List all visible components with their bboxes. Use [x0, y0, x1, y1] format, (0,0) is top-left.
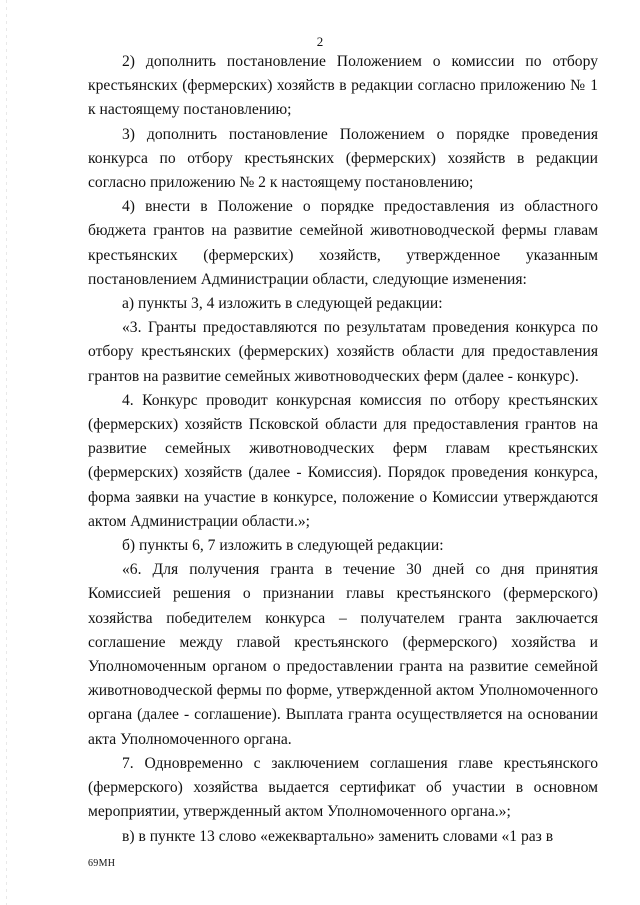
paragraph-item-4: 4) внести в Положение о порядке предоставления из областного бюджета грантов на развитие семейной животноводческой фермы главам крестьянских (фермерских) хозяйств, утвержденное указанным постановлением Администрации области, следующие изменения:	[88, 198, 598, 288]
paragraph-subitem-b: б) пункты 6, 7 изложить в следующей редакции:	[122, 537, 444, 555]
paragraph-point-3: «3. Гранты предоставляются по результатам проведения конкурса по отбору крестьянских (фермерских) хозяйств области для предоставления грантов на развитие семейных животноводческих ферм (далее - конкурс).	[88, 319, 598, 385]
paragraph-item-3: 3) дополнить постановление Положением о порядке проведения конкурса по отбору крестьянских (фермерских) хозяйств в редакции согласно приложению № 2 к настоящему постановлению;	[88, 125, 598, 192]
paragraph-point-4: 4. Конкурс проводит конкурсная комиссия по отбору крестьянских (фермерских) хозяйств Псковской области для предоставления грантов на развитие семейных животноводческих ферм главам крестьянских (фермерских) хозяйств (далее - Комиссия). Порядок проведения конкурса, форма заявки на участие в конкурсе, положение о Комиссии утверждаются актом Администрации области.»;	[88, 391, 598, 530]
scan-edge-artifact	[6, 0, 7, 905]
paragraph-subitem-v: в) в пункте 13 слово «ежеквартально» заменить словами «1 раз в	[122, 827, 554, 845]
page-number: 2	[316, 34, 324, 49]
paragraph-point-7: 7. Одновременно с заключением соглашения главе крестьянского (фермерского) хозяйства выдается сертификат об участии в основном мероприятии, утвержденный актом Уполномоченного органа.»;	[88, 754, 598, 821]
paragraph-item-2: 2) дополнить постановление Положением о комиссии по отбору крестьянских (фермерских) хозяйств в редакции согласно приложению № 1 к настоящему постановлению;	[88, 53, 598, 119]
paragraph-point-6: «6. Для получения гранта в течение 30 дней со дня принятия Комиссией решения о признании главы крестьянского (фермерского) хозяйства победителем конкурса – получателем гранта заключается соглашение между главой крестьянского (фермерского) хозяйства и Уполномоченным органом о предоставлении гранта на развитие семейной животноводческой фермы по форме, утвержденной актом Уполномоченного органа (далее - соглашение). Выплата гранта осуществляется на основании акта Уполномоченного органа.	[88, 561, 598, 748]
paragraph-subitem-a: а) пункты 3, 4 изложить в следующей редакции:	[122, 295, 443, 313]
document-footer-code: 69МН	[88, 858, 116, 869]
document-body	[88, 50, 598, 849]
